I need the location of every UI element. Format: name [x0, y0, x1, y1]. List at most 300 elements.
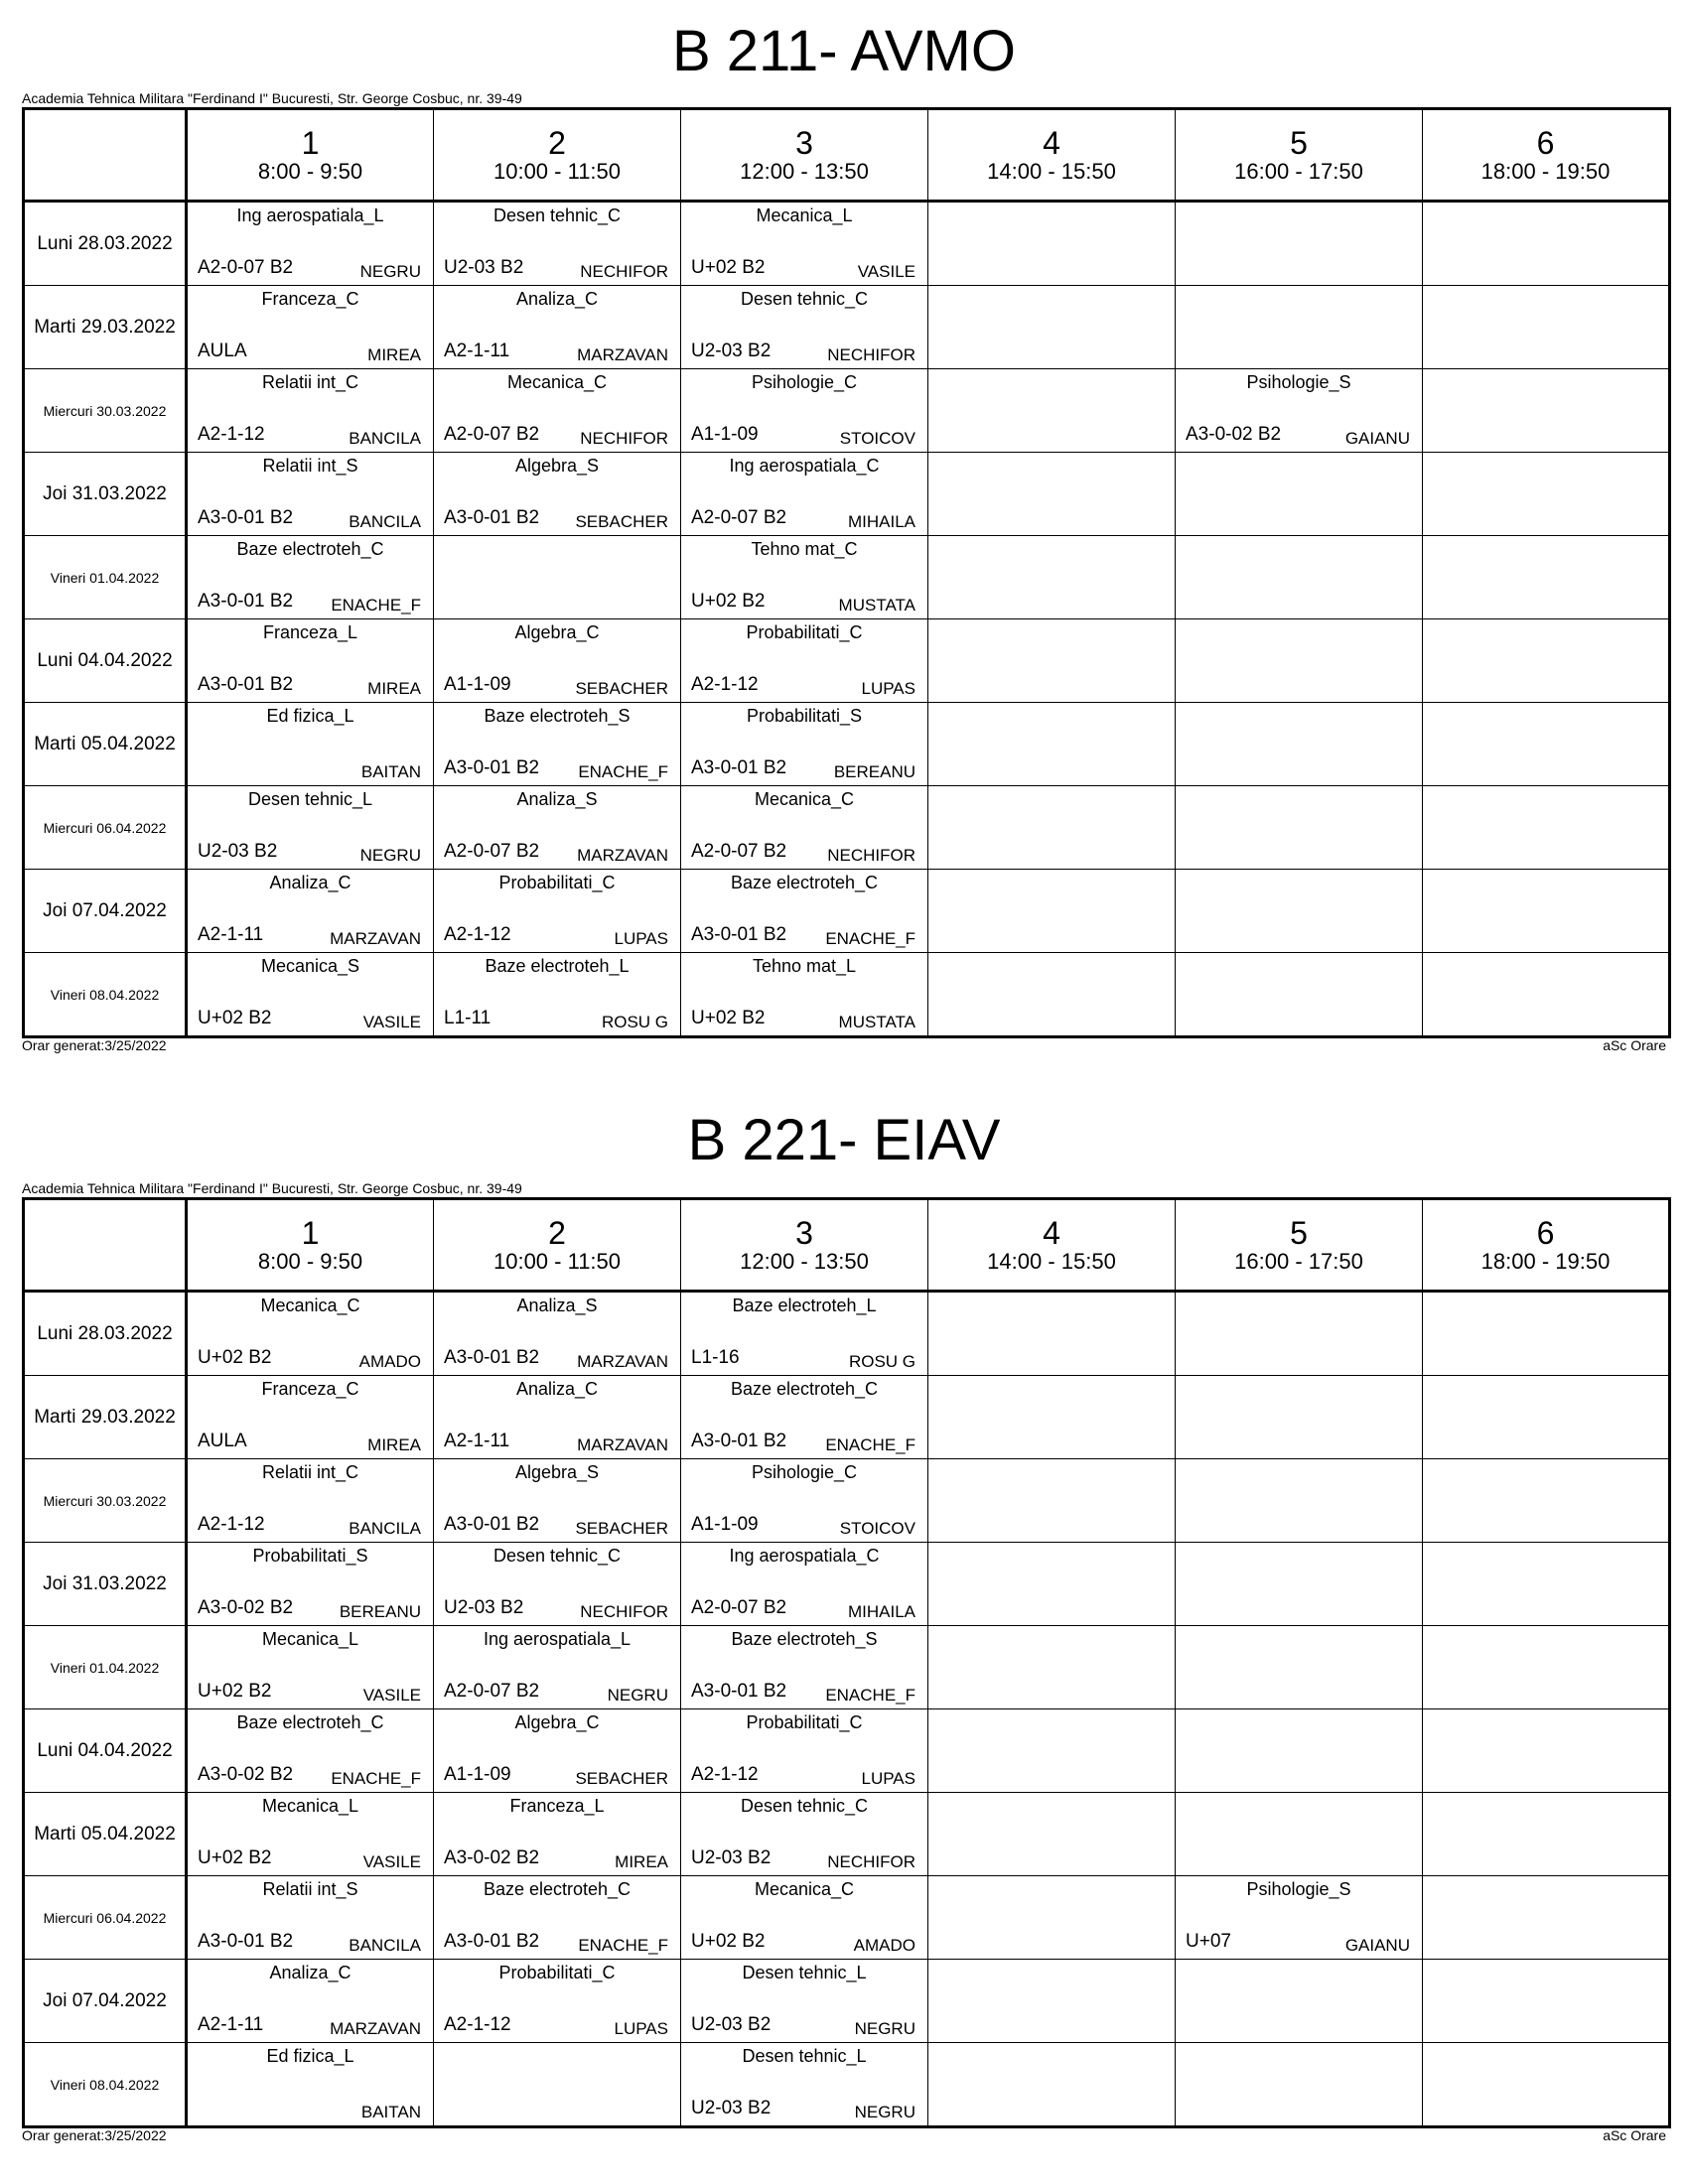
- lesson-teacher: MIHAILA: [847, 1602, 915, 1621]
- lesson-subject: Desen tehnic_C: [740, 289, 869, 309]
- lesson: [434, 1960, 680, 2042]
- lesson-room: A2-0-07 B2: [444, 841, 540, 862]
- lesson-cell: [434, 1626, 681, 1709]
- empty-cell: [928, 1626, 1176, 1709]
- lesson: [434, 1293, 680, 1375]
- empty-cell: [1176, 1292, 1423, 1376]
- day-row: [24, 369, 1670, 453]
- empty-cell: [928, 1709, 1176, 1793]
- lesson-subject: Probabilitati_C: [746, 1712, 863, 1732]
- lesson: [1176, 369, 1422, 452]
- lesson-teacher: LUPAS: [861, 1769, 915, 1788]
- lesson-cell: [187, 870, 434, 953]
- lesson-subject: Baze electroteh_C: [730, 1379, 879, 1399]
- lesson-cell: [1176, 369, 1423, 453]
- day-label: Joi 07.04.2022: [24, 870, 187, 953]
- lesson: [434, 369, 680, 452]
- day-label: Vineri 08.04.2022: [24, 2043, 187, 2127]
- lesson: [681, 286, 927, 368]
- lesson-cell: [187, 619, 434, 703]
- day-row: [24, 202, 1670, 286]
- lesson: [434, 1876, 680, 1959]
- day-label: Luni 28.03.2022: [24, 1292, 187, 1376]
- day-row: [24, 953, 1670, 1037]
- empty-cell: [928, 369, 1176, 453]
- day-row: [24, 536, 1670, 619]
- lesson-teacher: BANCILA: [349, 1936, 421, 1955]
- lesson-room: A2-0-07 B2: [691, 507, 787, 528]
- period-time: 16:00 - 17:50: [1234, 159, 1363, 184]
- day-row: [24, 1626, 1670, 1709]
- lesson-cell: [434, 786, 681, 870]
- lesson: [681, 870, 927, 952]
- empty-cell: [1423, 286, 1670, 369]
- lesson-subject: Probabilitati_C: [498, 1963, 616, 1982]
- lesson-teacher: ENACHE_F: [578, 762, 668, 781]
- empty-cell: [1176, 786, 1423, 870]
- period-number: 5: [1290, 1215, 1308, 1251]
- period-number: 6: [1536, 125, 1555, 161]
- lesson: [188, 536, 433, 618]
- lesson-teacher: ENACHE_F: [825, 1686, 915, 1705]
- lesson: [434, 1376, 680, 1458]
- period-header: [1423, 1199, 1670, 1292]
- lesson-teacher: STOICOV: [839, 1519, 915, 1538]
- generated-date: Orar generat:3/25/2022: [22, 1037, 167, 1053]
- lesson-cell: [681, 1626, 928, 1709]
- empty-cell: [928, 703, 1176, 786]
- empty-cell: [928, 1376, 1176, 1459]
- empty-cell: [928, 619, 1176, 703]
- empty-cell: [1176, 1626, 1423, 1709]
- lesson-room: A2-1-11: [444, 341, 510, 361]
- lesson-room: A2-0-07 B2: [691, 1597, 787, 1618]
- lesson: [188, 953, 433, 1035]
- lesson-subject: Desen tehnic_L: [742, 2046, 867, 2066]
- empty-cell: [1176, 1543, 1423, 1626]
- lesson-teacher: VASILE: [857, 262, 915, 281]
- lesson: [188, 619, 433, 702]
- lesson-cell: [681, 786, 928, 870]
- empty-cell: [1423, 1709, 1670, 1793]
- lesson-subject: Analiza_C: [515, 289, 599, 309]
- lesson-room: A1-1-09: [691, 1514, 759, 1535]
- empty-cell: [1423, 703, 1670, 786]
- lesson-teacher: BANCILA: [349, 429, 421, 448]
- lesson-subject: Mecanica_S: [260, 956, 360, 976]
- lesson-cell: [434, 1876, 681, 1960]
- period-header: [1423, 109, 1670, 202]
- lesson: [681, 1876, 927, 1959]
- lesson-teacher: NECHIFOR: [827, 1852, 915, 1871]
- lesson: [434, 203, 680, 285]
- address: Academia Tehnica Militara "Ferdinand I" Bucuresti, Str. George Cosbuc, nr. 39-49: [22, 1180, 522, 1196]
- lesson-subject: Psihologie_C: [751, 1462, 858, 1482]
- lesson: [188, 1876, 433, 1959]
- day-label: Miercuri 30.03.2022: [24, 369, 187, 453]
- lesson-room: A2-1-12: [691, 674, 759, 695]
- timetable-grid: [22, 1197, 1671, 2128]
- lesson-room: U2-03 B2: [444, 1597, 524, 1618]
- lesson: [434, 1793, 680, 1875]
- lesson-subject: Mecanica_L: [261, 1796, 359, 1816]
- lesson-cell: [434, 1459, 681, 1543]
- lesson-room: A3-0-01 B2: [444, 1931, 540, 1952]
- lesson-subject: Analiza_C: [515, 1379, 599, 1399]
- lesson-subject: Probabilitati_C: [746, 622, 863, 642]
- lesson-subject: Analiza_S: [516, 789, 598, 809]
- lesson-room: A3-0-01 B2: [198, 674, 294, 695]
- lesson-subject: Probabilitati_S: [252, 1546, 368, 1566]
- timetable-title: B 211- AVMO: [672, 19, 1016, 83]
- lesson-subject: Baze electroteh_L: [485, 956, 630, 976]
- lesson-teacher: SEBACHER: [575, 1519, 668, 1538]
- lesson-room: U2-03 B2: [444, 257, 524, 278]
- lesson-teacher: LUPAS: [861, 679, 915, 698]
- lesson-subject: Franceza_C: [261, 289, 359, 309]
- lesson-cell: [187, 953, 434, 1037]
- lesson-cell: [434, 1793, 681, 1876]
- software-credit: aSc Orare: [1603, 2127, 1666, 2143]
- day-row: [24, 1793, 1670, 1876]
- timetable-grid: [22, 107, 1671, 1038]
- lesson-cell: [187, 1543, 434, 1626]
- lesson-subject: Probabilitati_S: [746, 706, 863, 726]
- lesson-cell: [681, 1376, 928, 1459]
- empty-cell: [928, 1876, 1176, 1960]
- day-label: Vineri 08.04.2022: [24, 953, 187, 1037]
- lesson-subject: Mecanica_L: [261, 1629, 359, 1649]
- empty-cell: [434, 2043, 681, 2127]
- lesson-room: A3-0-01 B2: [691, 924, 787, 945]
- lesson-subject: Algebra_C: [514, 1712, 600, 1732]
- lesson-room: A2-1-12: [444, 924, 511, 945]
- lesson-teacher: MIHAILA: [847, 512, 915, 531]
- lesson-room: AULA: [198, 1431, 247, 1451]
- empty-cell: [1423, 1626, 1670, 1709]
- lesson-subject: Analiza_C: [269, 1963, 352, 1982]
- period-header: [187, 109, 434, 202]
- lesson-cell: [681, 369, 928, 453]
- lesson-room: U+02 B2: [691, 1931, 766, 1952]
- lesson-teacher: NECHIFOR: [580, 429, 668, 448]
- lesson-cell: [187, 703, 434, 786]
- lesson-teacher: MIREA: [367, 345, 421, 364]
- lesson-subject: Desen tehnic_L: [742, 1963, 867, 1982]
- day-label: Joi 31.03.2022: [24, 453, 187, 536]
- empty-cell: [928, 1459, 1176, 1543]
- period-number: 5: [1290, 125, 1308, 161]
- lesson-subject: Relatii int_C: [261, 1462, 359, 1482]
- lesson: [434, 1709, 680, 1792]
- empty-cell: [1176, 703, 1423, 786]
- lesson-subject: Relatii int_S: [262, 456, 358, 476]
- empty-cell: [1176, 619, 1423, 703]
- lesson-teacher: NECHIFOR: [580, 262, 668, 281]
- day-label: Joi 07.04.2022: [24, 1960, 187, 2043]
- lesson: [681, 1293, 927, 1375]
- lesson-room: A3-0-01 B2: [444, 757, 540, 778]
- lesson-teacher: VASILE: [362, 1686, 421, 1705]
- lesson-subject: Baze electroteh_S: [731, 1629, 878, 1649]
- empty-cell: [1423, 1793, 1670, 1876]
- empty-cell: [1176, 286, 1423, 369]
- empty-cell: [1423, 1543, 1670, 1626]
- empty-cell: [928, 1793, 1176, 1876]
- day-label: Joi 31.03.2022: [24, 1543, 187, 1626]
- lesson-room: A3-0-01 B2: [691, 1681, 787, 1702]
- lesson-room: A3-0-01 B2: [198, 507, 294, 528]
- lesson: [681, 1543, 927, 1625]
- empty-cell: [1423, 1960, 1670, 2043]
- lesson: [188, 453, 433, 535]
- lesson-cell: [434, 1543, 681, 1626]
- lesson-cell: [434, 1376, 681, 1459]
- period-header: [187, 1199, 434, 1292]
- lesson-room: U2-03 B2: [198, 841, 278, 862]
- lesson-room: A3-0-01 B2: [444, 507, 540, 528]
- lesson-room: U+07: [1186, 1931, 1231, 1952]
- lesson-teacher: AMADO: [853, 1936, 915, 1955]
- lesson-teacher: BAITAN: [360, 762, 421, 781]
- lesson-cell: [681, 703, 928, 786]
- lesson-subject: Ing aerospatiala_L: [236, 205, 384, 225]
- empty-cell: [1423, 369, 1670, 453]
- day-row: [24, 1376, 1670, 1459]
- empty-cell: [928, 286, 1176, 369]
- lesson-room: A3-0-02 B2: [444, 1847, 540, 1868]
- lesson-teacher: NECHIFOR: [580, 1602, 668, 1621]
- lesson-subject: Ing aerospatiala_C: [729, 1546, 880, 1566]
- period-header: [1176, 1199, 1423, 1292]
- lesson-room: A3-0-02 B2: [198, 1597, 294, 1618]
- lesson: [434, 286, 680, 368]
- lesson-cell: [681, 1876, 928, 1960]
- day-row: [24, 1459, 1670, 1543]
- lesson-teacher: SEBACHER: [575, 512, 668, 531]
- lesson-cell: [434, 703, 681, 786]
- period-number: 2: [548, 125, 566, 161]
- lesson-teacher: MARZAVAN: [330, 929, 421, 948]
- day-row: [24, 703, 1670, 786]
- lesson-subject: Mecanica_C: [754, 1879, 855, 1899]
- lesson: [434, 786, 680, 869]
- lesson-teacher: NEGRU: [359, 262, 421, 281]
- lesson-cell: [187, 786, 434, 870]
- empty-cell: [928, 202, 1176, 286]
- lesson-teacher: VASILE: [362, 1852, 421, 1871]
- lesson-teacher: ENACHE_F: [331, 596, 421, 614]
- period-header: [928, 109, 1176, 202]
- empty-cell: [928, 2043, 1176, 2127]
- lesson-subject: Tehno mat_C: [751, 539, 858, 559]
- period-header: [434, 109, 681, 202]
- lesson-cell: [681, 286, 928, 369]
- lesson-cell: [434, 202, 681, 286]
- lesson-teacher: ENACHE_F: [331, 1769, 421, 1788]
- lesson-teacher: NEGRU: [607, 1686, 668, 1705]
- lesson-teacher: MUSTATA: [838, 596, 915, 614]
- period-header: [928, 1199, 1176, 1292]
- empty-cell: [928, 1543, 1176, 1626]
- empty-cell: [1423, 202, 1670, 286]
- period-time: 18:00 - 19:50: [1480, 1249, 1611, 1274]
- lesson-subject: Baze electroteh_C: [236, 1712, 384, 1732]
- lesson-room: A2-0-07 B2: [444, 1681, 540, 1702]
- lesson-subject: Desen tehnic_C: [492, 1546, 622, 1566]
- lesson-subject: Mecanica_C: [506, 372, 608, 392]
- lesson-room: A1-1-09: [444, 674, 511, 695]
- empty-cell: [1176, 202, 1423, 286]
- empty-cell: [928, 536, 1176, 619]
- lesson-teacher: ENACHE_F: [825, 1435, 915, 1454]
- lesson: [434, 870, 680, 952]
- lesson-cell: [187, 536, 434, 619]
- empty-cell: [1176, 453, 1423, 536]
- lesson-cell: [681, 1459, 928, 1543]
- lesson-cell: [434, 453, 681, 536]
- empty-cell: [1423, 2043, 1670, 2127]
- period-header-row: [24, 1199, 1670, 1292]
- day-label: Miercuri 06.04.2022: [24, 1876, 187, 1960]
- lesson-room: L1-11: [444, 1008, 492, 1028]
- lesson-teacher: NEGRU: [359, 846, 421, 865]
- lesson-room: A3-0-01 B2: [444, 1347, 540, 1368]
- empty-cell: [1176, 1793, 1423, 1876]
- lesson-cell: [681, 1292, 928, 1376]
- day-row: [24, 2043, 1670, 2127]
- lesson-room: U2-03 B2: [691, 1847, 772, 1868]
- lesson: [681, 1709, 927, 1792]
- lesson: [188, 870, 433, 952]
- lesson-subject: Ed fizica_L: [266, 706, 354, 726]
- lesson-cell: [681, 1793, 928, 1876]
- lesson-subject: Probabilitati_C: [498, 873, 616, 892]
- lesson-cell: [187, 1876, 434, 1960]
- day-label: Marti 29.03.2022: [24, 286, 187, 369]
- day-row: [24, 1709, 1670, 1793]
- lesson-teacher: LUPAS: [614, 929, 668, 948]
- lesson-teacher: BAITAN: [360, 2103, 421, 2121]
- lesson-room: A2-0-07 B2: [691, 841, 787, 862]
- software-credit: aSc Orare: [1603, 1037, 1666, 1053]
- lesson-cell: [187, 202, 434, 286]
- lesson-cell: [681, 1960, 928, 2043]
- lesson-room: U+02 B2: [198, 1008, 272, 1028]
- empty-cell: [1176, 1709, 1423, 1793]
- empty-cell: [1423, 1876, 1670, 1960]
- lesson: [681, 1960, 927, 2042]
- empty-cell: [1423, 453, 1670, 536]
- period-header: [434, 1199, 681, 1292]
- lesson-teacher: MARZAVAN: [577, 1435, 668, 1454]
- lesson-room: A2-1-11: [198, 2014, 264, 2035]
- lesson-cell: [681, 536, 928, 619]
- lesson-subject: Baze electroteh_C: [730, 873, 879, 892]
- lesson-teacher: BANCILA: [349, 1519, 421, 1538]
- lesson: [681, 203, 927, 285]
- lesson-cell: [434, 1292, 681, 1376]
- day-label: Marti 29.03.2022: [24, 1376, 187, 1459]
- lesson: [188, 203, 433, 285]
- lesson: [188, 1793, 433, 1875]
- lesson-cell: [187, 1292, 434, 1376]
- period-number: 3: [795, 125, 813, 161]
- lesson-teacher: BEREANU: [339, 1602, 421, 1621]
- lesson-cell: [681, 619, 928, 703]
- lesson: [434, 619, 680, 702]
- lesson-teacher: SEBACHER: [575, 679, 668, 698]
- period-time: 14:00 - 15:50: [987, 1249, 1116, 1274]
- lesson: [681, 1459, 927, 1542]
- lesson: [681, 1376, 927, 1458]
- lesson-room: A2-1-12: [691, 1764, 759, 1785]
- day-label: Luni 28.03.2022: [24, 202, 187, 286]
- lesson-room: U2-03 B2: [691, 341, 772, 361]
- empty-cell: [1176, 870, 1423, 953]
- day-row: [24, 870, 1670, 953]
- lesson-teacher: MARZAVAN: [577, 846, 668, 865]
- lesson-cell: [434, 953, 681, 1037]
- lesson: [434, 703, 680, 785]
- lesson-teacher: MIREA: [367, 679, 421, 698]
- lesson-subject: Baze electroteh_S: [484, 706, 631, 726]
- lesson: [434, 1626, 680, 1708]
- empty-cell: [1423, 1376, 1670, 1459]
- day-row: [24, 286, 1670, 369]
- lesson-subject: Franceza_C: [261, 1379, 359, 1399]
- lesson-cell: [187, 369, 434, 453]
- period-time: 18:00 - 19:50: [1480, 159, 1611, 184]
- lesson: [188, 1543, 433, 1625]
- lesson-teacher: NEGRU: [854, 2103, 915, 2121]
- lesson: [188, 2043, 433, 2125]
- day-label: Luni 04.04.2022: [24, 619, 187, 703]
- lesson-teacher: MUSTATA: [838, 1013, 915, 1031]
- lesson-teacher: ENACHE_F: [825, 929, 915, 948]
- period-number: 4: [1043, 1215, 1060, 1251]
- lesson-teacher: STOICOV: [839, 429, 915, 448]
- lesson-subject: Baze electroteh_C: [236, 539, 384, 559]
- day-row: [24, 786, 1670, 870]
- lesson-room: A3-0-02 B2: [198, 1764, 294, 1785]
- lesson-teacher: ENACHE_F: [578, 1936, 668, 1955]
- day-row: [24, 1960, 1670, 2043]
- lesson-subject: Analiza_C: [269, 873, 352, 892]
- lesson-teacher: AMADO: [358, 1352, 421, 1371]
- lesson-teacher: VASILE: [362, 1013, 421, 1031]
- lesson-room: A3-0-01 B2: [444, 1514, 540, 1535]
- lesson-teacher: MIREA: [367, 1435, 421, 1454]
- period-header-row: [24, 109, 1670, 202]
- lesson-cell: [187, 453, 434, 536]
- lesson: [681, 536, 927, 618]
- lesson-cell: [187, 1376, 434, 1459]
- lesson-teacher: NEGRU: [854, 2019, 915, 2038]
- lesson-cell: [681, 953, 928, 1037]
- lesson-cell: [187, 1459, 434, 1543]
- lesson-room: A3-0-01 B2: [198, 1931, 294, 1952]
- lesson: [681, 953, 927, 1035]
- empty-cell: [928, 453, 1176, 536]
- lesson-room: A2-1-11: [444, 1431, 510, 1451]
- lesson-subject: Psihologie_C: [751, 372, 858, 392]
- lesson-subject: Algebra_S: [514, 1462, 600, 1482]
- lesson-cell: [434, 1960, 681, 2043]
- period-time: 12:00 - 13:50: [740, 1249, 869, 1274]
- lesson-room: A3-0-01 B2: [691, 757, 787, 778]
- day-label: Marti 05.04.2022: [24, 703, 187, 786]
